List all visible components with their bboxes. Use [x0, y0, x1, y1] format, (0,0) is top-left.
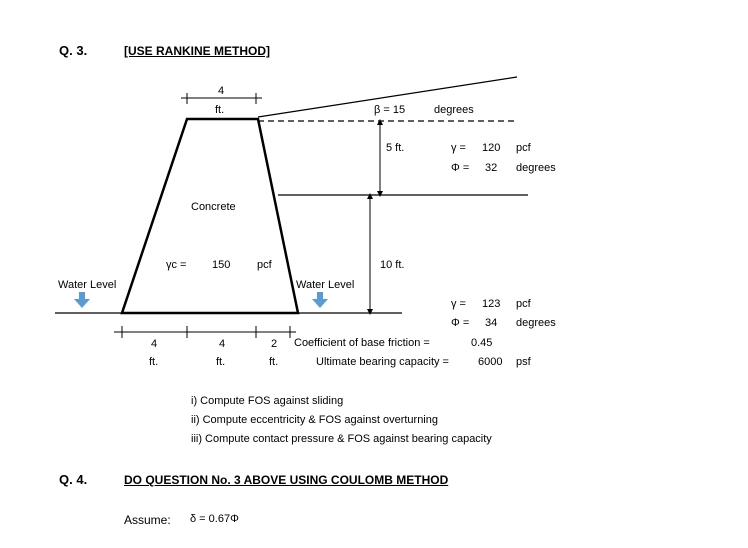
upper-phi-unit: degrees: [516, 162, 556, 174]
base-dim-2-value: 4: [219, 338, 226, 350]
question-4-title: DO QUESTION No. 3 ABOVE USING COULOMB METHOD: [124, 473, 449, 487]
top-width-value: 4: [218, 85, 225, 97]
base-dim-3-unit: ft.: [269, 356, 279, 368]
task-item: iii) Compute contact pressure & FOS against bearing capacity: [191, 433, 492, 445]
base-dim-1-unit: ft.: [149, 356, 159, 368]
assume-value: δ = 0.67Φ: [190, 513, 239, 525]
base-dim-1-value: 4: [151, 338, 158, 350]
gamma-c-label: γc =: [166, 259, 187, 271]
water-level-right-label: Water Level: [296, 279, 355, 291]
question-4-number: Q. 4.: [59, 472, 88, 487]
upper-gamma-value: 120: [482, 142, 501, 154]
beta-unit: degrees: [434, 104, 474, 116]
lower-gamma-label: γ =: [451, 298, 466, 310]
bearing-label: Ultimate bearing capacity =: [316, 356, 449, 368]
concrete-label: Concrete: [191, 201, 236, 213]
bearing-value: 6000: [478, 356, 503, 368]
method-title: [USE RANKINE METHOD]: [124, 44, 270, 58]
gamma-c-unit: pcf: [257, 259, 272, 271]
upper-soil-height: 5 ft.: [386, 142, 405, 154]
question-3-number: Q. 3.: [59, 43, 88, 58]
concrete-wall: [122, 119, 298, 313]
beta-label: β = 15: [374, 104, 406, 116]
lower-phi-label: Φ =: [451, 317, 470, 329]
base-dimension: [114, 326, 296, 338]
bearing-unit: psf: [516, 356, 531, 368]
lower-gamma-value: 123: [482, 298, 501, 310]
base-dim-2-unit: ft.: [216, 356, 226, 368]
water-arrow-icon: [74, 292, 90, 308]
lower-gamma-unit: pcf: [516, 298, 531, 310]
friction-label: Coefficient of base friction =: [294, 337, 430, 349]
upper-phi-value: 32: [485, 162, 498, 174]
upper-gamma-label: γ =: [451, 142, 466, 154]
water-arrow-icon: [312, 292, 328, 308]
top-width-unit: ft.: [215, 104, 225, 116]
base-dim-3-value: 2: [271, 338, 278, 350]
task-item: i) Compute FOS against sliding: [191, 395, 344, 407]
upper-phi-label: Φ =: [451, 162, 470, 174]
task-item: ii) Compute eccentricity & FOS against overturning: [191, 414, 438, 426]
assume-label: Assume:: [124, 513, 171, 527]
lower-phi-value: 34: [485, 317, 498, 329]
upper-gamma-unit: pcf: [516, 142, 531, 154]
lower-soil-height: 10 ft.: [380, 259, 405, 271]
water-level-left-label: Water Level: [58, 279, 117, 291]
gamma-c-value: 150: [212, 259, 231, 271]
lower-phi-unit: degrees: [516, 317, 556, 329]
friction-value: 0.45: [471, 337, 493, 349]
